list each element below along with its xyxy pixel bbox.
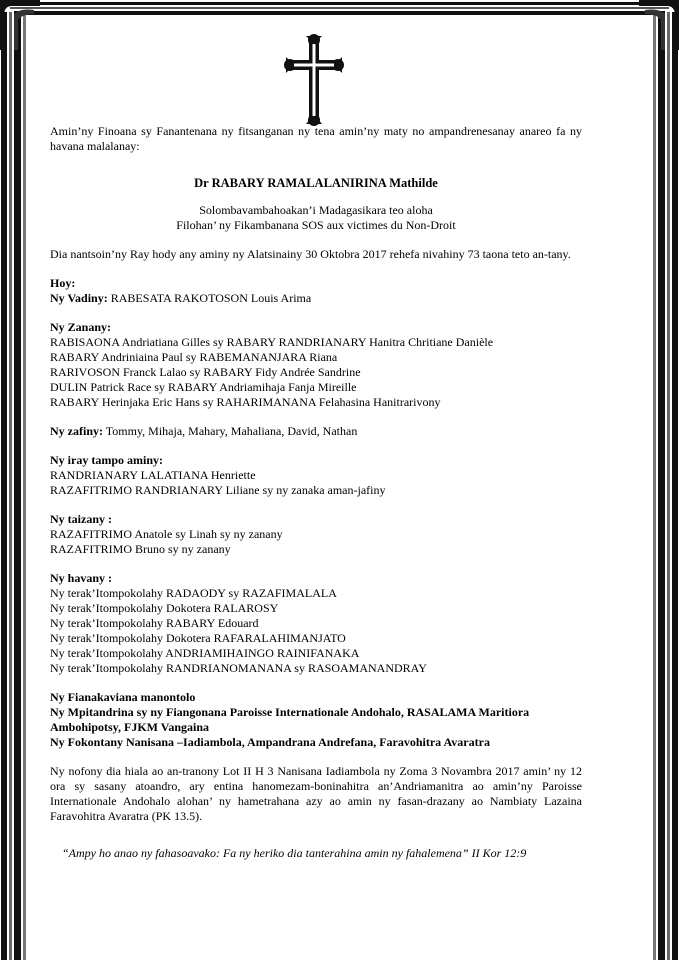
list-item: Ny terak’Itompokolahy Dokotera RAFARALAHIMANJATO: [50, 631, 346, 645]
list-item: RAZAFITRIMO Anatole sy Linah sy ny zanany: [50, 527, 283, 541]
spouse-label: Ny Vadiny:: [50, 291, 108, 305]
frame-top-border: [0, 0, 679, 16]
list-item: Ny terak’Itompokolahy RADAODY sy RAZAFIMALALA: [50, 586, 337, 600]
list-item: Ny terak’Itompokolahy RABARY Edouard: [50, 616, 259, 630]
funeral-details: Ny nofony dia hiala ao an-tranony Lot II H 3 Nanisana Iadiambola ny Zoma 3 Novambra 2017 amin’ ny 12 ora sy sasany atoandro, ary entina hanomezam-boninahitra an’Andriamanitra ao amin’ny Paroisse Internationale Andohalo alohan’ ny hametrahana azy ao amin ny fasan-drazany ao Nambiaty Lazaina Faravohitra Avaratra (PK 13.5).: [50, 764, 582, 823]
spouse-line: [50, 291, 582, 306]
children-label: Ny Zanany:: [50, 320, 112, 334]
deceased-name: Dr RABARY RAMALALANIRINA Mathilde: [194, 176, 438, 190]
grandchildren-line: [50, 424, 582, 439]
list-item: RAZAFITRIMO Bruno sy ny zanany: [50, 542, 231, 556]
spouse-section: [50, 276, 582, 306]
title-line: Solombavambahoakan’i Madagasikara teo aloha: [199, 203, 433, 217]
frame-corner-right: [639, 0, 679, 50]
foster-label: Ny taizany :: [50, 512, 112, 526]
bible-verse: “Ampy ho anao ny fahasoavako: Fa ny heriko dia tanterahina amin ny fahalemena” II Kor 12:9: [62, 846, 527, 860]
intro-text: Amin’ny Finoana sy Fanantenana ny fitsanganan ny tena amin’ny maty no ampandrenesanay anareo fa ny havana malalanay:: [50, 124, 582, 153]
organization-line: Ny Fokontany Nanisana –Iadiambola, Ampandrana Andrefana, Faravohitra Avaratra: [50, 735, 490, 749]
title-line: Filohan’ ny Fikambanana SOS aux victimes du Non-Droit: [176, 218, 456, 232]
siblings-section: [50, 453, 582, 498]
frame-right-border: [649, 0, 679, 960]
list-item: Ny terak’Itompokolahy ANDRIAMIHAINGO RAINIFANAKA: [50, 646, 360, 660]
list-item: DULIN Patrick Race sy RABARY Andriamihaja Fanja Mireille: [50, 380, 357, 394]
cross-icon: [284, 34, 344, 126]
obituary-text: [50, 124, 582, 861]
siblings-label: Ny iray tampo aminy:: [50, 453, 163, 467]
list-item: RABARY Herinjaka Eric Hans sy RAHARIMANANA Felahasina Hanitrarivony: [50, 395, 441, 409]
hoy-label: Hoy:: [50, 276, 76, 290]
organizations-section: [50, 690, 582, 750]
children-section: [50, 320, 582, 410]
list-item: RABISAONA Andriatiana Gilles sy RABARY RANDRIANARY Hanitra Chritiane Danièle: [50, 335, 494, 349]
frame-corner-left: [0, 0, 40, 50]
organization-line: Ny Mpitandrina sy ny Fiangonana Paroisse Internationale Andohalo, RASALAMA Maritiora Ambohipotsy, FJKM Vangaina: [50, 705, 530, 734]
list-item: RABARY Andriniaina Paul sy RABEMANANJARA Riana: [50, 350, 338, 364]
relatives-section: [50, 571, 582, 676]
list-item: Ny terak’Itompokolahy Dokotera RALAROSY: [50, 601, 279, 615]
list-item: RANDRIANARY LALATIANA Henriette: [50, 468, 256, 482]
deceased-titles: [50, 203, 582, 233]
list-item: Ny terak’Itompokolahy RANDRIANOMANANA sy RASOAMANANDRAY: [50, 661, 427, 675]
list-item: RARIVOSON Franck Lalao sy RABARY Fidy Andrée Sandrine: [50, 365, 361, 379]
foster-section: [50, 512, 582, 557]
organization-line: Ny Fianakaviana manontolo: [50, 690, 196, 704]
relatives-label: Ny havany :: [50, 571, 113, 585]
list-item: RAZAFITRIMO RANDRIANARY Liliane sy ny zanaka aman-jafiny: [50, 483, 386, 497]
grandchildren-names: Tommy, Mihaja, Mahary, Mahaliana, David, Nathan: [103, 424, 358, 438]
frame-left-border: [0, 0, 30, 960]
spouse-name: RABESATA RAKOTOSON Louis Arima: [107, 291, 312, 305]
grandchildren-section: [50, 424, 582, 439]
death-notice: Dia nantsoin’ny Ray hody any aminy ny Alatsinainy 30 Oktobra 2017 rehefa nivahiny 73 taona teto an-tany.: [50, 247, 571, 261]
grandchildren-label: Ny zafiny:: [50, 424, 103, 438]
